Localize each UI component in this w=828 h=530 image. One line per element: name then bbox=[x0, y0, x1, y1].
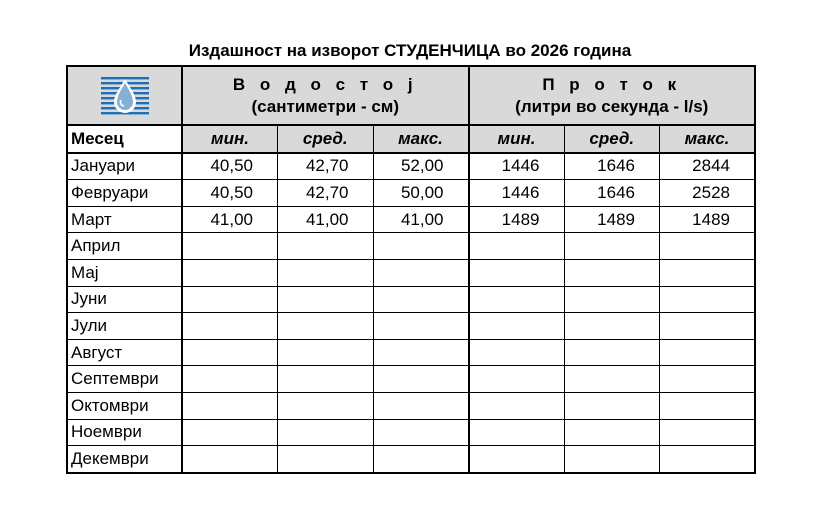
flow-max-cell bbox=[660, 419, 756, 446]
flow-avg-cell bbox=[564, 419, 660, 446]
flow-group-unit: (литри во секунда - l/s) bbox=[515, 96, 709, 116]
table-row bbox=[67, 446, 755, 473]
flow-max-cell bbox=[660, 392, 756, 419]
month-column-header: Месец bbox=[67, 125, 182, 153]
level-max-cell: 52,00 bbox=[373, 153, 469, 180]
flow-min-cell: 1446 bbox=[469, 180, 565, 207]
water-drop-logo-icon bbox=[101, 76, 149, 116]
month-cell: Јули bbox=[67, 313, 182, 340]
level-min-cell bbox=[182, 286, 278, 313]
month-cell: Ноември bbox=[67, 419, 182, 446]
month-cell: Декември bbox=[67, 446, 182, 473]
level-avg-cell bbox=[278, 339, 374, 366]
table-row bbox=[67, 339, 755, 366]
flow-avg-cell bbox=[564, 392, 660, 419]
flow-avg-cell bbox=[564, 366, 660, 393]
level-group-header bbox=[182, 66, 469, 125]
level-min-cell bbox=[182, 366, 278, 393]
table-row bbox=[67, 313, 755, 340]
flow-max-cell bbox=[660, 339, 756, 366]
flow-max-header: макс. bbox=[660, 125, 756, 153]
level-max-cell bbox=[373, 392, 469, 419]
flow-max-cell bbox=[660, 259, 756, 286]
flow-min-header: мин. bbox=[469, 125, 565, 153]
flow-max-cell bbox=[660, 313, 756, 340]
level-min-cell: 40,50 bbox=[182, 153, 278, 180]
table-title: Издашност на изворот СТУДЕНЧИЦА во 2026 година bbox=[188, 41, 632, 60]
level-min-cell bbox=[182, 392, 278, 419]
table-row bbox=[67, 366, 755, 393]
flow-group-title: П р о т о к bbox=[542, 74, 682, 94]
month-cell: Март bbox=[67, 206, 182, 233]
level-avg-cell bbox=[278, 392, 374, 419]
flow-avg-cell bbox=[564, 286, 660, 313]
level-max-cell bbox=[373, 419, 469, 446]
level-avg-cell bbox=[278, 233, 374, 260]
flow-min-cell bbox=[469, 419, 565, 446]
column-header-row bbox=[67, 125, 755, 153]
flow-avg-cell: 1646 bbox=[564, 153, 660, 180]
flow-max-cell bbox=[660, 366, 756, 393]
flow-min-cell bbox=[469, 313, 565, 340]
flow-max-cell: 2528 bbox=[660, 180, 756, 207]
flow-min-cell bbox=[469, 233, 565, 260]
level-avg-header: сред. bbox=[278, 125, 374, 153]
flow-min-cell bbox=[469, 259, 565, 286]
level-min-cell bbox=[182, 259, 278, 286]
yield-table bbox=[66, 65, 756, 474]
flow-max-cell bbox=[660, 233, 756, 260]
level-avg-cell bbox=[278, 366, 374, 393]
level-min-cell bbox=[182, 233, 278, 260]
level-max-cell: 41,00 bbox=[373, 206, 469, 233]
level-min-cell bbox=[182, 419, 278, 446]
month-cell: Јануари bbox=[67, 153, 182, 180]
level-avg-cell bbox=[278, 313, 374, 340]
flow-min-cell bbox=[469, 392, 565, 419]
level-group-title: В о д о с т о ј bbox=[232, 74, 418, 94]
level-max-cell: 50,00 bbox=[373, 180, 469, 207]
flow-group-header bbox=[469, 66, 756, 125]
flow-min-cell bbox=[469, 446, 565, 473]
level-min-cell bbox=[182, 446, 278, 473]
month-cell: Септември bbox=[67, 366, 182, 393]
flow-min-cell bbox=[469, 286, 565, 313]
flow-max-cell bbox=[660, 446, 756, 473]
level-max-cell bbox=[373, 286, 469, 313]
flow-avg-cell bbox=[564, 339, 660, 366]
level-avg-cell: 42,70 bbox=[278, 180, 374, 207]
flow-avg-cell bbox=[564, 446, 660, 473]
flow-avg-cell bbox=[564, 313, 660, 340]
table-row bbox=[67, 419, 755, 446]
month-cell: Февруари bbox=[67, 180, 182, 207]
level-max-header: макс. bbox=[373, 125, 469, 153]
level-avg-cell: 42,70 bbox=[278, 153, 374, 180]
flow-min-cell bbox=[469, 339, 565, 366]
month-cell: Мај bbox=[67, 259, 182, 286]
month-cell: Јуни bbox=[67, 286, 182, 313]
table-row bbox=[67, 392, 755, 419]
level-avg-cell: 41,00 bbox=[278, 206, 374, 233]
flow-min-cell bbox=[469, 366, 565, 393]
flow-avg-cell bbox=[564, 259, 660, 286]
flow-avg-cell: 1646 bbox=[564, 180, 660, 207]
flow-max-cell: 2844 bbox=[660, 153, 756, 180]
table-body bbox=[67, 66, 755, 473]
flow-max-cell bbox=[660, 286, 756, 313]
level-max-cell bbox=[373, 366, 469, 393]
level-min-cell bbox=[182, 313, 278, 340]
level-group-unit: (сантиметри - см) bbox=[251, 96, 400, 116]
level-max-cell bbox=[373, 313, 469, 340]
flow-max-cell: 1489 bbox=[660, 206, 756, 233]
level-min-header: мин. bbox=[182, 125, 278, 153]
level-min-cell: 40,50 bbox=[182, 180, 278, 207]
table-row bbox=[67, 180, 755, 207]
table-row bbox=[67, 233, 755, 260]
level-avg-cell bbox=[278, 446, 374, 473]
table-row bbox=[67, 206, 755, 233]
table-row bbox=[67, 153, 755, 180]
flow-avg-header: сред. bbox=[564, 125, 660, 153]
level-avg-cell bbox=[278, 419, 374, 446]
level-max-cell bbox=[373, 233, 469, 260]
flow-min-cell: 1489 bbox=[469, 206, 565, 233]
level-max-cell bbox=[373, 446, 469, 473]
table-row bbox=[67, 259, 755, 286]
level-max-cell bbox=[373, 339, 469, 366]
logo-cell bbox=[67, 66, 182, 125]
level-avg-cell bbox=[278, 259, 374, 286]
month-cell: Април bbox=[67, 233, 182, 260]
group-header-row bbox=[67, 66, 755, 125]
flow-min-cell: 1446 bbox=[469, 153, 565, 180]
level-min-cell: 41,00 bbox=[182, 206, 278, 233]
month-cell: Август bbox=[67, 339, 182, 366]
flow-avg-cell bbox=[564, 233, 660, 260]
table-row bbox=[67, 286, 755, 313]
level-avg-cell bbox=[278, 286, 374, 313]
flow-avg-cell: 1489 bbox=[564, 206, 660, 233]
level-max-cell bbox=[373, 259, 469, 286]
month-cell: Октомври bbox=[67, 392, 182, 419]
level-min-cell bbox=[182, 339, 278, 366]
